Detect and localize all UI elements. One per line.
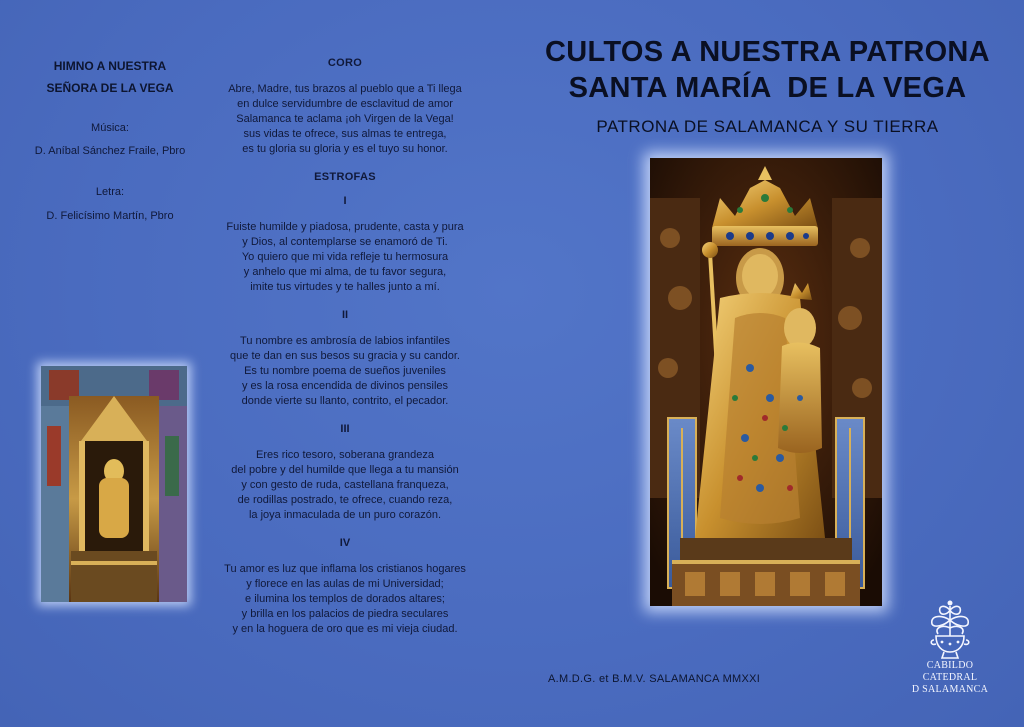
hymn-title <box>20 55 200 99</box>
coro-lines <box>200 82 490 157</box>
altar-photo <box>41 366 187 602</box>
coro-heading: CORO <box>327 57 363 69</box>
stanza-line: y brilla en los palacios de piedra seculares <box>241 608 449 620</box>
stanza-number: I <box>343 195 347 207</box>
music-composer: D. Aníbal Sánchez Fraile, Pbro <box>34 145 186 157</box>
stanza-line: del pobre y del humilde que llega a tu mansión <box>231 464 459 476</box>
stanza-line: y con gesto de ruda, castellana franqueza, <box>241 479 449 491</box>
stanza-line: y es la rosa encendida de divinos pensiles <box>241 380 449 392</box>
stanza-number: III <box>340 423 350 435</box>
logo-text-line1: CABILDO CATEDRAL <box>922 660 978 683</box>
logo-text-line2: D SALAMANCA <box>911 684 989 695</box>
stanza-number: II <box>341 309 349 321</box>
cabildo-catedral-logo <box>900 598 1000 696</box>
stanza-lines <box>200 562 490 637</box>
stanza-line: e ilumina los templos de dorados altares; <box>245 593 445 605</box>
lyrics-label: Letra: <box>95 186 125 198</box>
cover-title-line1: CULTOS A NUESTRA PATRONA <box>545 36 990 68</box>
cover-title-line2: SANTA MARÍA DE LA VEGA <box>568 72 967 104</box>
coro-line: en dulce servidumbre de esclavitud de amor <box>237 98 453 110</box>
virgin-statue-photo <box>650 158 882 606</box>
lyrics-author: D. Felicísimo Martín, Pbro <box>46 210 174 222</box>
stanza-line: Eres rico tesoro, soberana grandeza <box>256 449 434 461</box>
stanza-line: y Dios, al contemplarse se enamoró de Ti. <box>242 236 448 248</box>
stanza-line: Yo quiero que mi vida refleje tu hermosura <box>241 251 449 263</box>
stanza-line: la joya inmaculada de un puro corazón. <box>248 509 441 521</box>
stanza-line: de rodillas postrado, te ofrece, cuando reza, <box>237 494 453 506</box>
stanza-line: Tu nombre es ambrosía de labios infantiles <box>240 335 450 347</box>
stanza-line: donde vierte su llanto, contrito, el pecador. <box>241 395 449 407</box>
stanza-lines <box>200 448 490 523</box>
stanza-lines <box>200 334 490 409</box>
vase-lily-icon <box>920 598 980 660</box>
stanza-lines <box>200 220 490 295</box>
stanza-line: y anhelo que mi alma, de tu favor segura, <box>243 266 447 278</box>
stanza-number: IV <box>339 537 351 549</box>
hymn-title-line1: HIMNO A NUESTRA <box>53 59 167 73</box>
stanza-line: imite tus virtudes y te halles junto a mí. <box>250 281 440 293</box>
stanza-line: y florece en las aulas de mi Universidad; <box>246 578 444 590</box>
stanza-line: Fuiste humilde y piadosa, prudente, casta y pura <box>226 221 464 233</box>
coro-line: sus vidas te ofrece, sus almas te entrega, <box>243 128 447 140</box>
hymn-title-line2: SEÑORA DE LA VEGA <box>46 81 174 95</box>
cover-subtitle: PATRONA DE SALAMANCA Y SU TIERRA <box>596 117 939 136</box>
stanza-line: Es tu nombre poema de sueños juveniles <box>244 365 446 377</box>
stanza-line: que te dan en sus besos su gracia y su candor. <box>230 350 460 362</box>
cover-footer: A.M.D.G. et B.M.V. SALAMANCA MMXXI <box>548 673 761 685</box>
estrofas-heading: ESTROFAS <box>314 171 376 183</box>
stanza-line: y en la hoguera de oro que es mi vieja ciudad. <box>232 623 458 635</box>
hymn-text <box>200 57 490 637</box>
coro-line: Abre, Madre, tus brazos al pueblo que a Ti llega <box>228 83 462 95</box>
coro-line: Salamanca te aclama ¡oh Virgen de la Vega! <box>236 113 454 125</box>
coro-line: es tu gloria su gloria y es el tuyo su honor. <box>242 143 448 155</box>
music-label: Música: <box>91 122 129 134</box>
stanza-line: Tu amor es luz que inflama los cristianos hogares <box>224 563 466 575</box>
cover-title <box>530 34 1005 106</box>
